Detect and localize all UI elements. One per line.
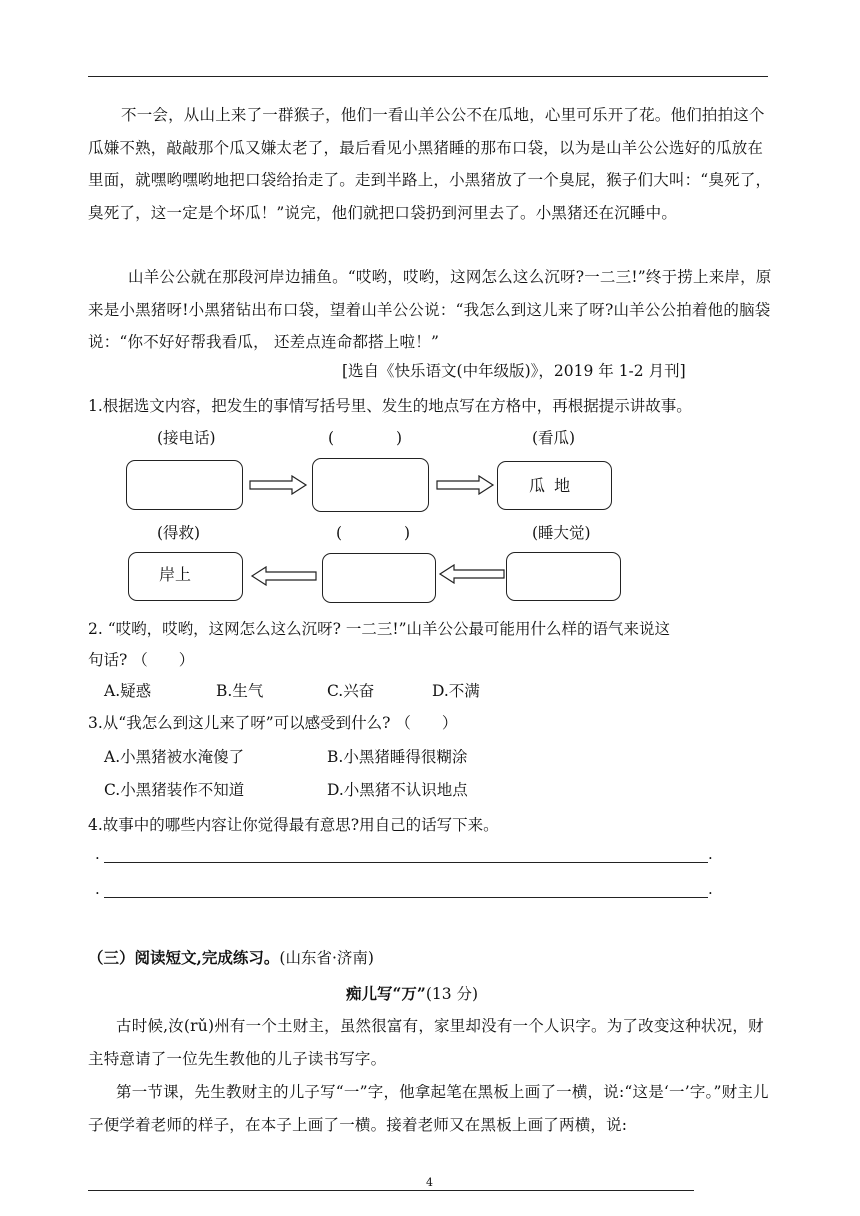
flow-arrow-left-2 <box>438 564 506 584</box>
flow-box-4-text: 岸上 <box>159 565 192 584</box>
q2-option-c[interactable]: C.兴奋 <box>327 682 375 700</box>
question-1: 1.根据选文内容，把发生的事情写括号里、发生的地点写在方格中，再根据提示讲故事。 <box>88 397 692 415</box>
q3-option-c[interactable]: C.小黑猪装作不知道 <box>104 781 245 799</box>
q3-option-b[interactable]: B.小黑猪睡得很糊涂 <box>327 748 468 766</box>
question-2-line-2: 句话? （ ） <box>88 651 195 669</box>
row1-label-3: (看瓜) <box>532 429 576 447</box>
q3-option-a[interactable]: A.小黑猪被水淹傻了 <box>104 748 245 766</box>
flow-box-5[interactable] <box>322 553 436 603</box>
answer-line-1-end: . <box>708 845 713 863</box>
answer-line-2-end: . <box>708 880 713 898</box>
question-4: 4.故事中的哪些内容让你觉得最有意思?用自己的话写下来。 <box>88 816 499 834</box>
flow-box-4[interactable] <box>128 552 243 601</box>
top-rule <box>88 76 768 77</box>
row1-label-1: (接电话) <box>157 429 216 447</box>
reading-title-text: 痴儿写“万” <box>346 984 426 1003</box>
flow-arrow-left-1 <box>250 566 318 586</box>
q2-option-d[interactable]: D.不满 <box>432 682 480 700</box>
row2-label-3: (睡大觉) <box>532 524 591 542</box>
q3-option-d[interactable]: D.小黑猪不认识地点 <box>327 781 468 799</box>
answer-line-2-bullet: . <box>95 880 100 898</box>
story-paragraph-2: 山羊公公就在那段河岸边捕鱼。“哎哟，哎哟，这网怎么这么沉呀?一二三!”终于捞上来岸，原来是小黑猪呀!小黑猪钻出布口袋，望着山羊公公说：“我怎么到这儿来了呀?山羊公公拍着他的脑袋说：“你不好好帮我看瓜， 还差点连命都搭上啦！” <box>88 268 772 351</box>
page-number: 4 <box>426 1176 433 1189</box>
section-3-heading-text: （三）阅读短文,完成练习。 <box>88 948 280 967</box>
section-3-heading <box>88 946 374 968</box>
answer-line-2[interactable] <box>104 897 708 898</box>
row2-label-2: ( ) <box>336 524 411 542</box>
answer-line-1-bullet: . <box>95 845 100 863</box>
q2-option-a[interactable]: A.疑惑 <box>104 682 152 700</box>
answer-line-1[interactable] <box>104 862 708 863</box>
question-3: 3.从“我怎么到这儿来了呀”可以感受到什么? （ ） <box>88 714 458 732</box>
story-source: [选自《快乐语文(中年级版)》，2019 年 1-2 月刊] <box>342 362 686 380</box>
row1-label-2: ( ) <box>328 429 403 447</box>
section-3-region: (山东省·济南) <box>279 949 374 967</box>
reading-score: (13 分) <box>425 985 479 1003</box>
q2-option-b[interactable]: B.生气 <box>216 682 264 700</box>
reading-paragraph-1: 古时候,汝(rǔ)州有一个土财主，虽然很富有，家里却没有一个人识字。为了改变这种状况，财主特意请了一位先生教他的儿子读书写字。 <box>88 1017 764 1068</box>
flow-box-3[interactable] <box>497 461 612 510</box>
flow-box-1[interactable] <box>126 460 243 510</box>
flow-box-2[interactable] <box>312 458 429 512</box>
reading-paragraph-2: 第一节课，先生教财主的儿子写“一”字，他拿起笔在黑板上画了一横，说:“这是‘一’字。”财主儿子便学着老师的样子，在本子上画了一横。接着老师又在黑板上画了两横，说: <box>88 1083 769 1134</box>
row2-label-1: (得救) <box>157 524 201 542</box>
flow-arrow-right-2 <box>435 475 495 495</box>
reading-title <box>346 982 478 1004</box>
question-2-line-1: 2. “哎哟，哎哟，这网怎么这么沉呀? 一二三!”山羊公公最可能用什么样的语气来说这 <box>88 620 671 638</box>
flow-box-6[interactable] <box>506 552 621 601</box>
flow-box-3-text: 瓜 地 <box>529 476 573 495</box>
flow-arrow-right-1 <box>248 475 308 495</box>
story-paragraph-1: 不一会，从山上来了一群猴子，他们一看山羊公公不在瓜地，心里可乐开了花。他们拍拍这个瓜嫌不熟，敲敲那个瓜又嫌太老了，最后看见小黑猪睡的那布口袋，以为是山羊公公选好的瓜放在里面，就嘿哟嘿哟地把口袋给抬走了。走到半路上，小黑猪放了一个臭屁，猴子们大叫：“臭死了， 臭死了，这一定是个坏瓜！”说完，他们就把口袋扔到河里去了。小黑猪还在沉睡中。 <box>88 106 772 222</box>
bottom-rule <box>88 1190 694 1191</box>
